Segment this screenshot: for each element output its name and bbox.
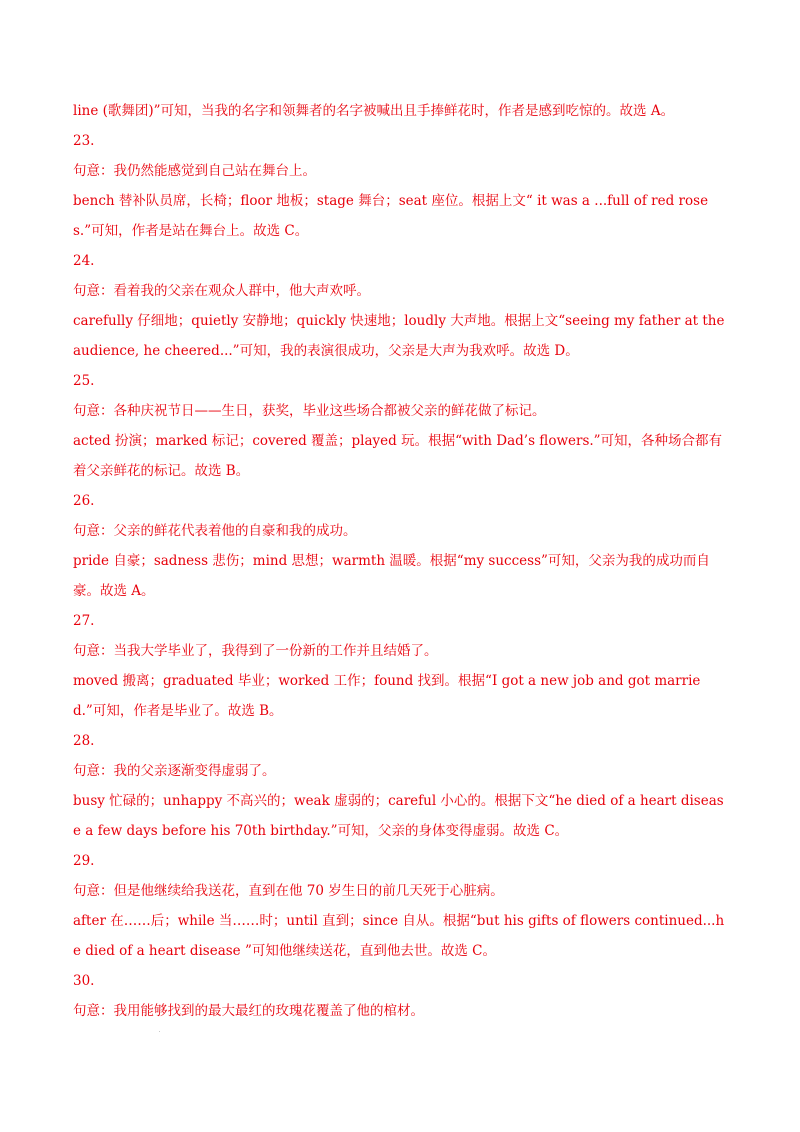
scan-speck	[159, 1031, 160, 1032]
question-number-27: 27.	[73, 613, 95, 629]
question-number-23: 23.	[73, 133, 95, 149]
paragraph-14: 句意：当我大学毕业了，我得到了一份新的工作并且结婚了。	[73, 643, 438, 659]
paragraph-17: 句意：我的父亲逐渐变得虚弱了。	[73, 763, 276, 779]
document-content	[73, 96, 725, 1026]
paragraph-8: 句意：各种庆祝节日——生日，获奖，毕业这些场合都被父亲的鲜花做了标记。	[73, 403, 546, 419]
question-number-29: 29.	[73, 853, 95, 869]
question-number-24: 24.	[73, 253, 95, 269]
paragraph-23: 句意：我用能够找到的最大最红的玫瑰花覆盖了他的棺材。	[73, 1003, 424, 1019]
question-number-28: 28.	[73, 733, 95, 749]
paragraph-15: moved 搬离；graduated 毕业；worked 工作；found 找到。根据“I got a new job and got married.”可知，作者是毕业了。故选 B。	[73, 673, 701, 719]
paragraph-3: bench 替补队员席，长椅；floor 地板；stage 舞台；seat 座位。根据上文“ it was a ...full of red roses.”可知，作者是站在舞台上。故选 C。	[73, 193, 709, 239]
paragraph-0: line (歌舞团)”可知，当我的名字和领舞者的名字被喊出且手捧鲜花时，作者是感到吃惊的。故选 A。	[73, 103, 675, 119]
paragraph-6: carefully 仔细地；quietly 安静地；quickly 快速地；loudly 大声地。根据上文“seeing my father at the audience, he cheered...”可知，我的表演很成功，父亲是大声为我欢呼。故选 D。	[73, 313, 725, 359]
question-number-25: 25.	[73, 373, 95, 389]
question-number-30: 30.	[73, 973, 95, 989]
paragraph-21: after 在……后；while 当……时；until 直到；since 自从。根据“but his gifts of flowers continued...he died of a heart disease ”可知他继续送花，直到他去世。故选 C。	[73, 913, 725, 959]
paragraph-11: 句意：父亲的鲜花代表着他的自豪和我的成功。	[73, 523, 357, 539]
paragraph-20: 句意：但是他继续给我送花，直到在他 70 岁生日的前几天死于心脏病。	[73, 883, 504, 899]
paragraph-9: acted 扮演；marked 标记；covered 覆盖；played 玩。根据“with Dad’s flowers.”可知，各种场合都有着父亲鲜花的标记。故选 B。	[73, 433, 723, 479]
paragraph-18: busy 忙碌的；unhappy 不高兴的；weak 虚弱的；careful 小心的。根据下文“he died of a heart disease a few days before his 70th birthday.”可知，父亲的身体变得虚弱。故选 C。	[73, 793, 724, 839]
paragraph-2: 句意：我仍然能感觉到自己站在舞台上。	[73, 163, 316, 179]
question-number-26: 26.	[73, 493, 95, 509]
paragraph-12: pride 自豪；sadness 悲伤；mind 思想；warmth 温暖。根据“my success”可知，父亲为我的成功而自豪。故选 A。	[73, 553, 710, 599]
paragraph-5: 句意：看着我的父亲在观众人群中，他大声欢呼。	[73, 283, 370, 299]
